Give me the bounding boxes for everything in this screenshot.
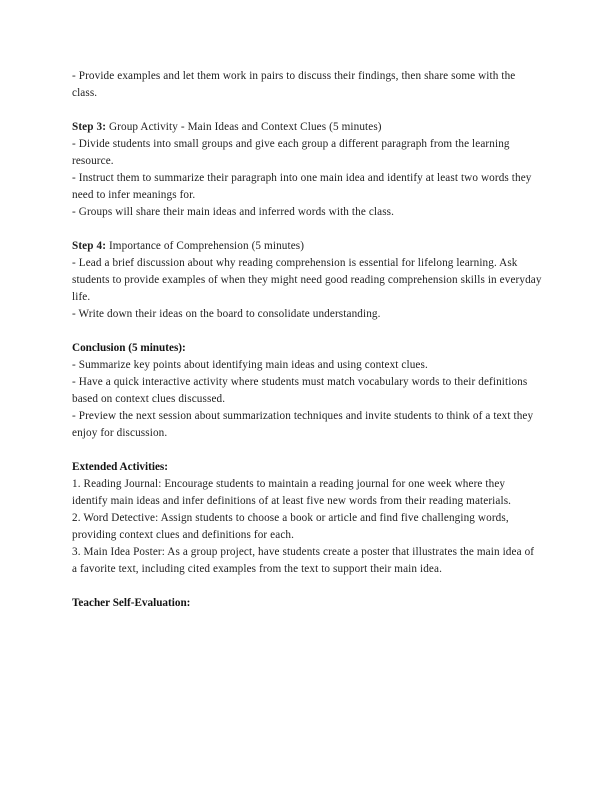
step-3-bullet-1: - Divide students into small groups and give each group a different paragraph from the learning resource.: [72, 138, 510, 167]
conclusion-bullet-2: - Have a quick interactive activity where students must match vocabulary words to their definitions based on context clues discussed.: [72, 376, 528, 405]
step-3-label: Step 3:: [72, 121, 107, 133]
step-4-title: Importance of Comprehension (5 minutes): [106, 240, 305, 252]
extended-activity-item-2: 2. Word Detective: Assign students to choose a book or article and find five challenging words, providing context clues and definitions for each.: [72, 512, 509, 541]
paragraph-spacer: [72, 221, 542, 238]
step-4-bullet-1: - Lead a brief discussion about why reading comprehension is essential for lifelong learning. Ask students to provide examples of when they might need good reading comprehension skills in everyday life.: [72, 257, 542, 303]
conclusion-bullet-3: - Preview the next session about summarization techniques and invite students to think of a text they enjoy for discussion.: [72, 410, 534, 439]
conclusion-bullet-1: - Summarize key points about identifying main ideas and using context clues.: [72, 359, 428, 371]
paragraph-spacer: [72, 442, 542, 459]
step-4-bullet-2: - Write down their ideas on the board to consolidate understanding.: [72, 308, 381, 320]
step-4-heading: [72, 238, 542, 255]
step-3-bullet-2: - Instruct them to summarize their paragraph into one main idea and identify at least two words they need to infer meanings for.: [72, 172, 532, 201]
conclusion-heading: Conclusion (5 minutes):: [72, 342, 186, 354]
paragraph-spacer: [72, 578, 542, 595]
paragraph-spacer: [72, 323, 542, 340]
step-3-bullet-3: - Groups will share their main ideas and inferred words with the class.: [72, 206, 395, 218]
step-4-label: Step 4:: [72, 240, 107, 252]
step-3-title: Group Activity - Main Ideas and Context Clues (5 minutes): [106, 121, 382, 133]
teacher-self-evaluation-heading: Teacher Self-Evaluation:: [72, 597, 191, 609]
extended-activity-item-1: 1. Reading Journal: Encourage students to maintain a reading journal for one week where they identify main ideas and infer definitions of at least five new words from their reading materials.: [72, 478, 512, 507]
document-text-column: [72, 68, 542, 612]
extended-activities-heading: Extended Activities:: [72, 461, 169, 473]
paragraph-spacer: [72, 102, 542, 119]
extended-activity-item-3: 3. Main Idea Poster: As a group project, have students create a poster that illustrates the main idea of a favorite text, including cited examples from the text to support their main idea.: [72, 546, 535, 575]
intro-paragraph: - Provide examples and let them work in pairs to discuss their findings, then share some with the class.: [72, 70, 516, 99]
step-3-heading: [72, 119, 542, 136]
